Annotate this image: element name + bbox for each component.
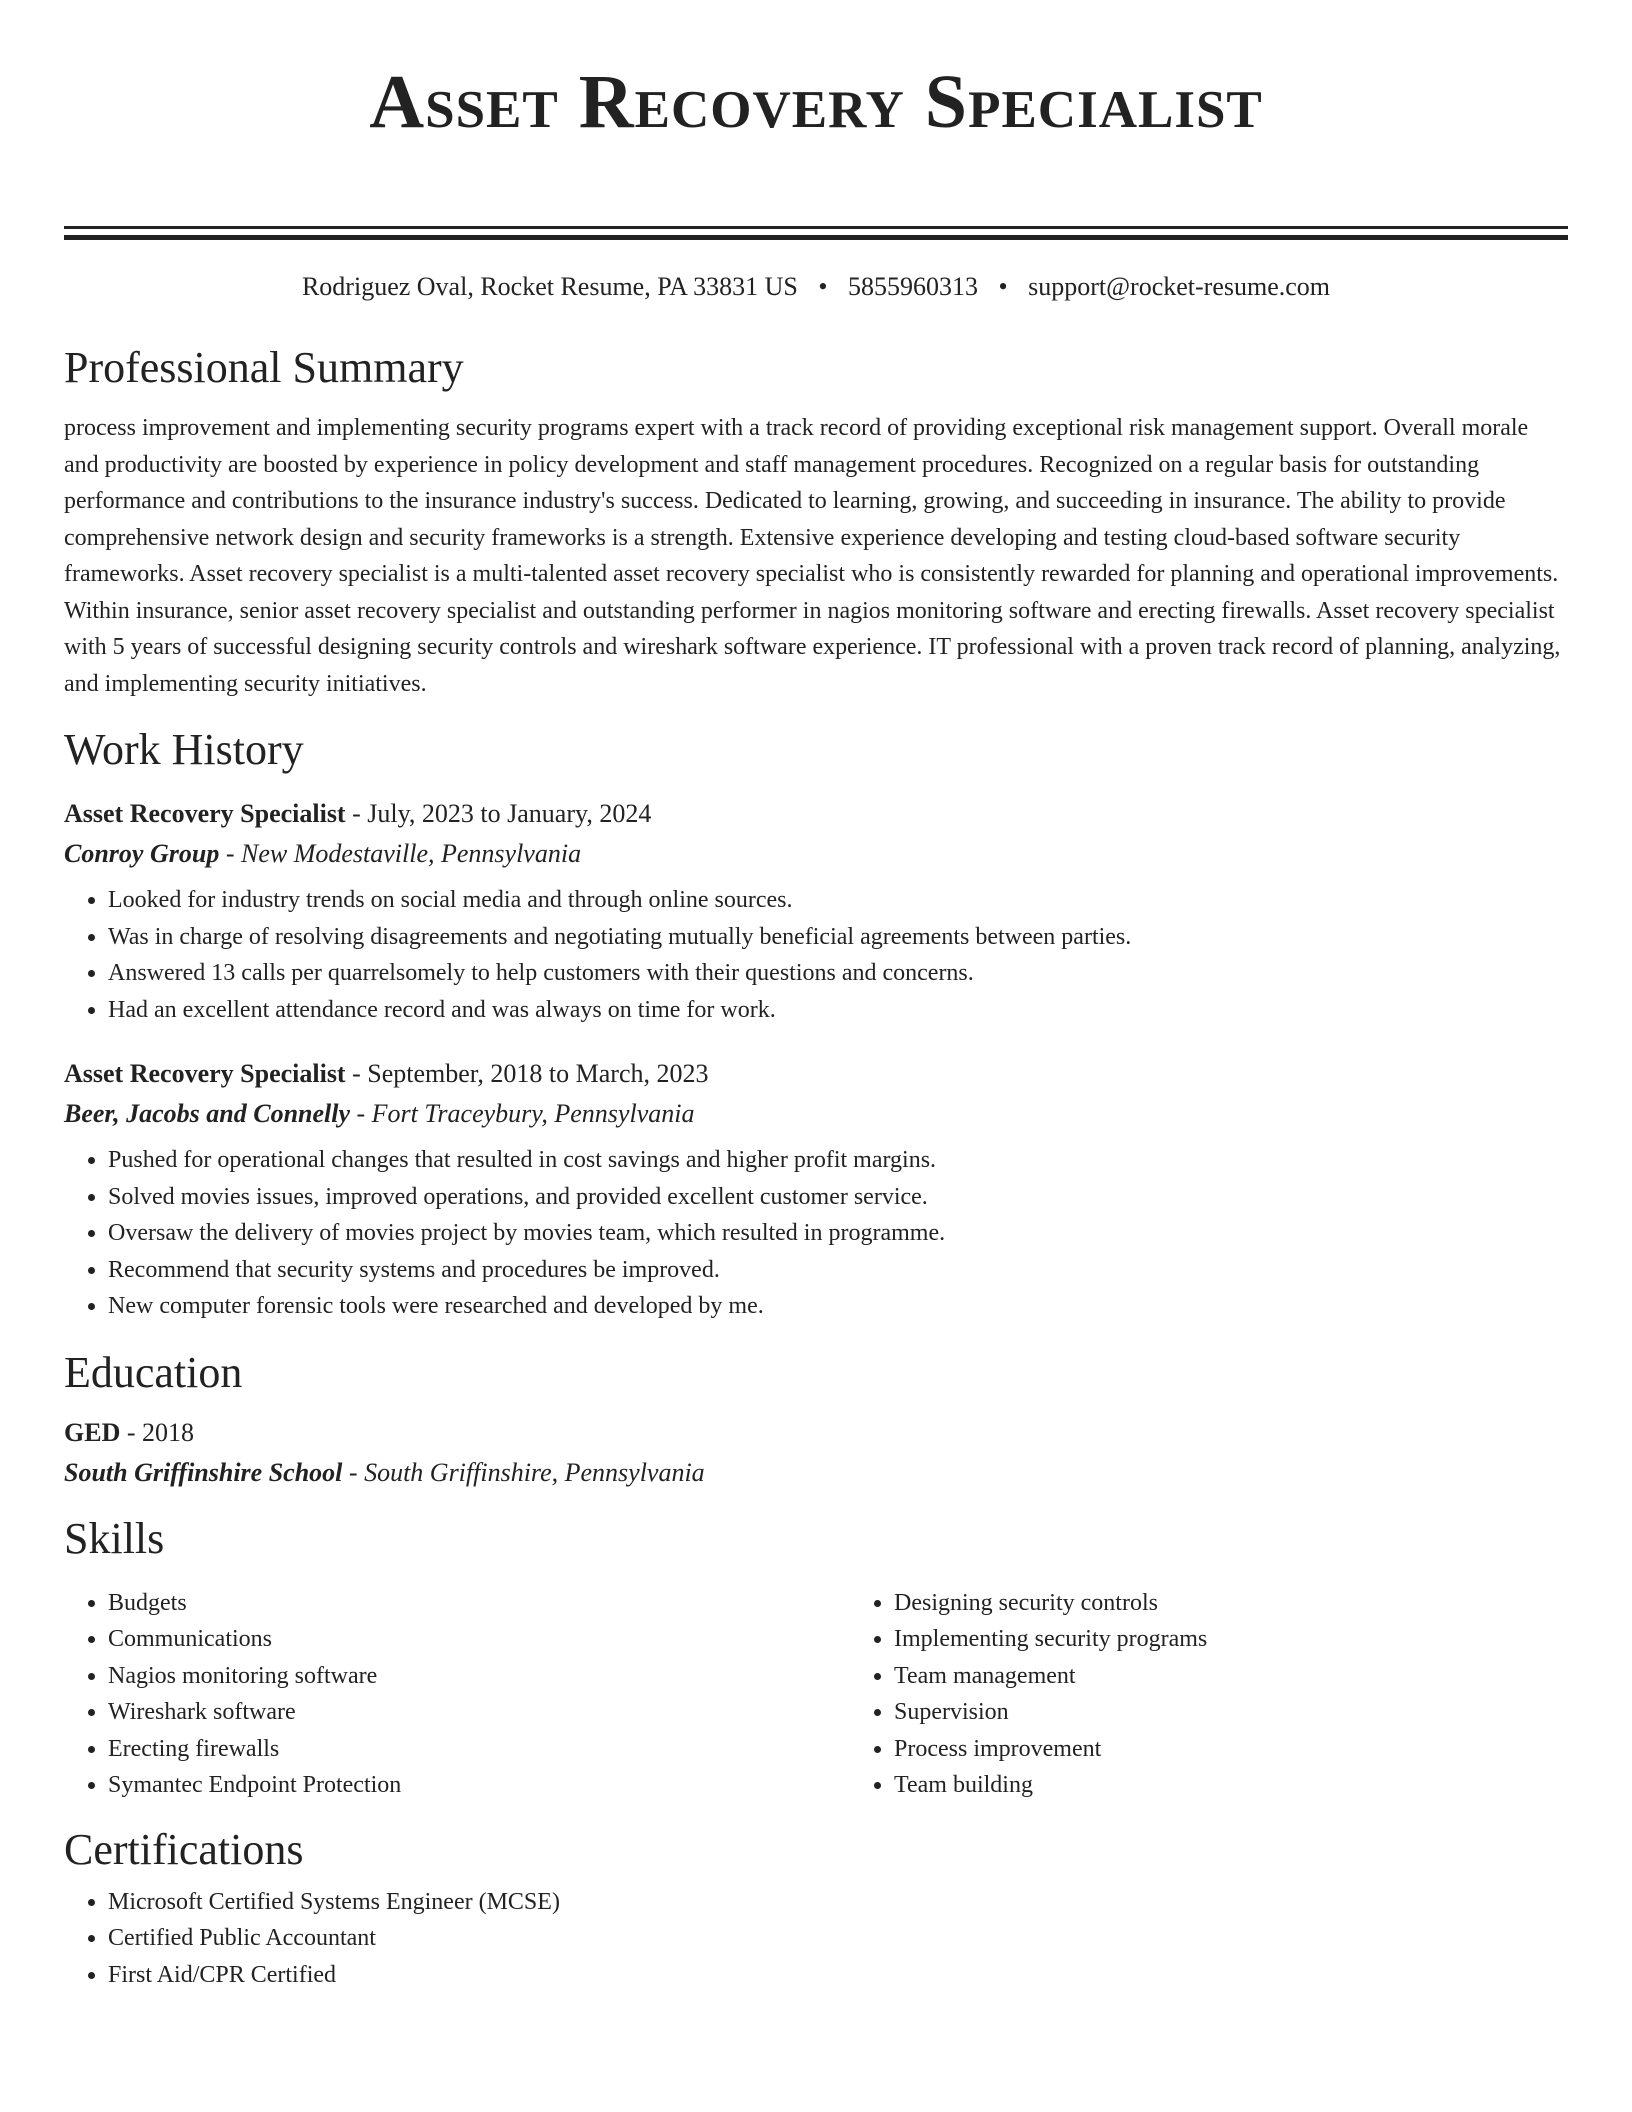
job-company: Beer, Jacobs and Connelly (64, 1099, 351, 1128)
skill-item: • Nagios monitoring software (108, 1658, 850, 1695)
contact-separator: • (998, 272, 1008, 301)
job-entry (64, 1054, 1568, 1325)
summary-text: process improvement and implementing security programs expert with a track record of providing exceptional risk management support. Overall morale and productivity are boosted by experience in policy development and staff management procedures. Recognized on a regular basis for outstanding performance and contributions to the insurance industry's success. Dedicated to learning, growing, and succeeding in insurance. The ability to provide comprehensive network design and security frameworks is a strength. Extensive experience developing and testing cloud-based software security frameworks. Asset recovery specialist is a multi-talented asset recovery specialist who is consistently rewarded for planning and operational improvements. Within insurance, senior asset recovery specialist and outstanding performer in nagios monitoring software and erecting firewalls. Asset recovery specialist with 5 years of successful designing security controls and wireshark software experience. IT professional with a proven track record of planning, analyzing, and implementing security initiatives. (64, 415, 1561, 697)
job-bullets (64, 882, 1568, 1028)
skill-item: • Process improvement (894, 1731, 1568, 1768)
skill-item: • Budgets (108, 1585, 850, 1622)
education-heading: Education (64, 1347, 243, 1397)
education-degree-line (64, 1413, 1568, 1453)
certification-item: • First Aid/CPR Certified (108, 1957, 1568, 1994)
education-year: - 2018 (120, 1417, 195, 1447)
certification-item: • Microsoft Certified Systems Engineer (MCSE) (108, 1884, 1568, 1921)
contact-email: support@rocket-resume.com (1028, 272, 1331, 301)
certification-item: • Certified Public Accountant (108, 1920, 1568, 1957)
skill-item: • Team management (894, 1658, 1568, 1695)
education-school: South Griffinshire School (64, 1457, 343, 1487)
job-bullet: • Looked for industry trends on social media and through online sources. (108, 882, 1568, 919)
skill-item: • Symantec Endpoint Protection (108, 1767, 850, 1804)
job-title-line (64, 794, 1568, 834)
header-rule-thick (64, 235, 1568, 240)
skills-heading: Skills (64, 1513, 165, 1563)
skill-item: • Wireshark software (108, 1694, 850, 1731)
job-bullet: • Solved movies issues, improved operations, and provided excellent customer service. (108, 1179, 1568, 1216)
job-role: Asset Recovery Specialist (64, 1059, 346, 1088)
work-history-heading: Work History (64, 725, 304, 774)
skill-item: • Supervision (894, 1694, 1568, 1731)
header-rule-thin (64, 226, 1568, 229)
contact-phone: 5855960313 (847, 272, 978, 301)
skill-item: • Team building (894, 1767, 1568, 1804)
education-degree: GED (64, 1417, 121, 1447)
job-bullet: • Had an excellent attendance record and was always on time for work. (108, 992, 1568, 1029)
job-bullet: • Pushed for operational changes that resulted in cost savings and higher profit margins. (108, 1142, 1568, 1179)
job-role: Asset Recovery Specialist (64, 799, 346, 828)
job-entry (64, 794, 1568, 1028)
job-location: - Fort Traceybury, Pennsylvania (350, 1099, 695, 1128)
job-bullets (64, 1142, 1568, 1325)
job-bullet: • Was in charge of resolving disagreements and negotiating mutually beneficial agreements between parties. (108, 919, 1568, 956)
education-location: - South Griffinshire, Pennsylvania (342, 1457, 705, 1487)
skill-item: • Communications (108, 1621, 850, 1658)
job-location: - New Modestaville, Pennsylvania (219, 839, 582, 868)
job-title-line (64, 1054, 1568, 1094)
certifications-list (64, 1884, 1568, 1994)
skills-columns (64, 1577, 1568, 1804)
skill-item: • Designing security controls (894, 1585, 1568, 1622)
skills-list-left (64, 1585, 850, 1804)
job-company: Conroy Group (64, 839, 220, 868)
job-bullet: • Recommend that security systems and procedures be improved. (108, 1252, 1568, 1289)
summary-heading: Professional Summary (64, 343, 464, 392)
skill-item: • Implementing security programs (894, 1621, 1568, 1658)
education-school-line (64, 1453, 1568, 1493)
job-bullet: • New computer forensic tools were researched and developed by me. (108, 1288, 1568, 1325)
certifications-heading: Certifications (64, 1824, 304, 1874)
job-bullet: • Oversaw the delivery of movies project by movies team, which resulted in programme. (108, 1215, 1568, 1252)
education-entry (64, 1413, 1568, 1493)
skill-item: • Erecting firewalls (108, 1731, 850, 1768)
resume-title: Asset Recovery Specialist (369, 60, 1263, 144)
job-dates: - July, 2023 to January, 2024 (345, 799, 652, 828)
contact-address: Rodriguez Oval, Rocket Resume, PA 33831 US (301, 272, 798, 301)
contact-line (64, 270, 1568, 304)
job-dates: - September, 2018 to March, 2023 (345, 1059, 709, 1088)
job-company-line (64, 1094, 1568, 1134)
job-bullet: • Answered 13 calls per quarrelsomely to help customers with their questions and concerns. (108, 955, 1568, 992)
skills-list-right (850, 1585, 1568, 1804)
contact-separator: • (818, 272, 828, 301)
job-company-line (64, 834, 1568, 874)
